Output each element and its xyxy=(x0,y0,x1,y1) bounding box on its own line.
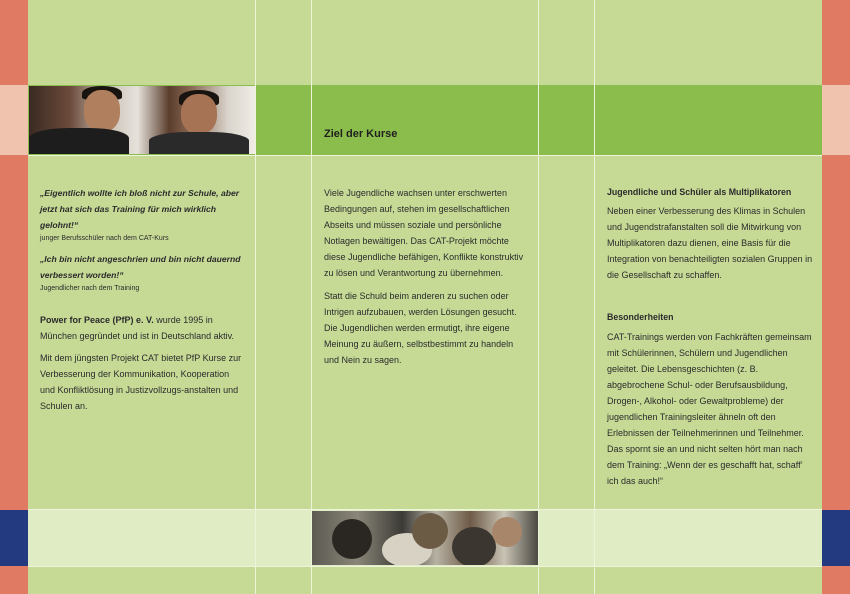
grid-line xyxy=(255,0,256,594)
photo-detail xyxy=(181,94,217,134)
column-left xyxy=(40,185,246,414)
paragraph: Neben einer Verbesserung des Klimas in Schulen und Jugendstrafanstalten soll die Mitwirkung von Multiplikatoren dazu dienen, eine Basis für die Integration von benachteiligten sozialen Gruppen in die Gesellschaft zu schaffen. xyxy=(607,206,813,280)
paragraph: CAT-Trainings werden von Fachkräften gemeinsam mit Schülerinnen, Schülern und Jugendlichen geleitet. Die Lebensgeschichten (z. B. abgebrochene Schul- oder Berufsausbildung, Drogen-, Alkohol- oder Gewaltprobleme) der jugendlichen Trainingsleiter ähneln oft den Erlebnissen der Teilnehmerinnen und Teilnehmer. Das spornt sie an und nicht selten hört man nach dem Training: „Wenn der es geschafft hat, schaff’ ich das auch!“ xyxy=(607,332,812,486)
quote-source: Jugendlicher nach dem Training xyxy=(40,285,140,292)
project-paragraph: Mit dem jüngsten Projekt CAT bietet PfP Kurse zur Verbesserung der Kommunikation, Kooperation und Konfliktlösung in Justizvollzugs-anstalten und Schulen an. xyxy=(40,353,242,411)
section-heading: Besonderheiten xyxy=(607,312,674,322)
right-edge-navy-block xyxy=(822,510,850,566)
org-name: Power for Peace (PfP) e. V. xyxy=(40,315,154,325)
paragraph: Viele Jugendliche wachsen unter erschwerten Bedingungen auf, stehen im gesellschaftlichen Abseits und müssen soziale und persönliche Notlagen bewältigen. Das CAT-Projekt möchte diese Jugendliche befähigen, Konflikte konstruktiv zu lösen und Verantwortung zu übernehmen. xyxy=(324,188,524,278)
quote-source: junger Berufsschüler nach dem CAT-Kurs xyxy=(40,235,169,242)
section-heading: Jugendliche und Schüler als Multiplikatoren xyxy=(607,187,792,197)
photo-detail xyxy=(332,519,372,559)
portrait-photo xyxy=(29,86,255,154)
photo-detail xyxy=(29,128,129,154)
photo-detail xyxy=(412,513,448,549)
column-right xyxy=(607,186,813,489)
grid-line xyxy=(594,0,595,594)
right-edge-pink-block xyxy=(822,85,850,155)
grid-line xyxy=(28,566,822,567)
left-edge-pink-block xyxy=(0,85,28,155)
org-text: wurde 1995 in München gegründet und ist in Deutschland aktiv. xyxy=(40,315,234,341)
grid-line xyxy=(538,0,539,594)
grid-line xyxy=(28,509,822,510)
paragraph: Statt die Schuld beim anderen zu suchen oder Intrigen aufzubauen, werden Lösungen gesucht. Die Jugendlichen werden ermutigt, ihre eigene Meinung zu äußern, selbstbestimmt zu handeln und Nein zu sagen. xyxy=(324,291,517,365)
quote: „Eigentlich wollte ich bloß nicht zur Schule, aber jetzt hat sich das Training für mich wirklich gelohnt!“ xyxy=(40,188,240,230)
photo-detail xyxy=(492,517,522,547)
grid-line xyxy=(28,155,822,156)
grid-line xyxy=(311,0,312,594)
photo-detail xyxy=(84,90,120,132)
org-paragraph xyxy=(40,312,246,344)
group-photo xyxy=(312,511,538,565)
photo-detail xyxy=(452,527,496,565)
column-middle xyxy=(324,185,530,368)
photo-detail xyxy=(149,132,249,154)
left-edge-navy-block xyxy=(0,510,28,566)
section-title: Ziel der Kurse xyxy=(324,128,398,140)
quote: „Ich bin nicht angeschrien und bin nicht dauernd verbessert worden!“ xyxy=(40,254,241,280)
